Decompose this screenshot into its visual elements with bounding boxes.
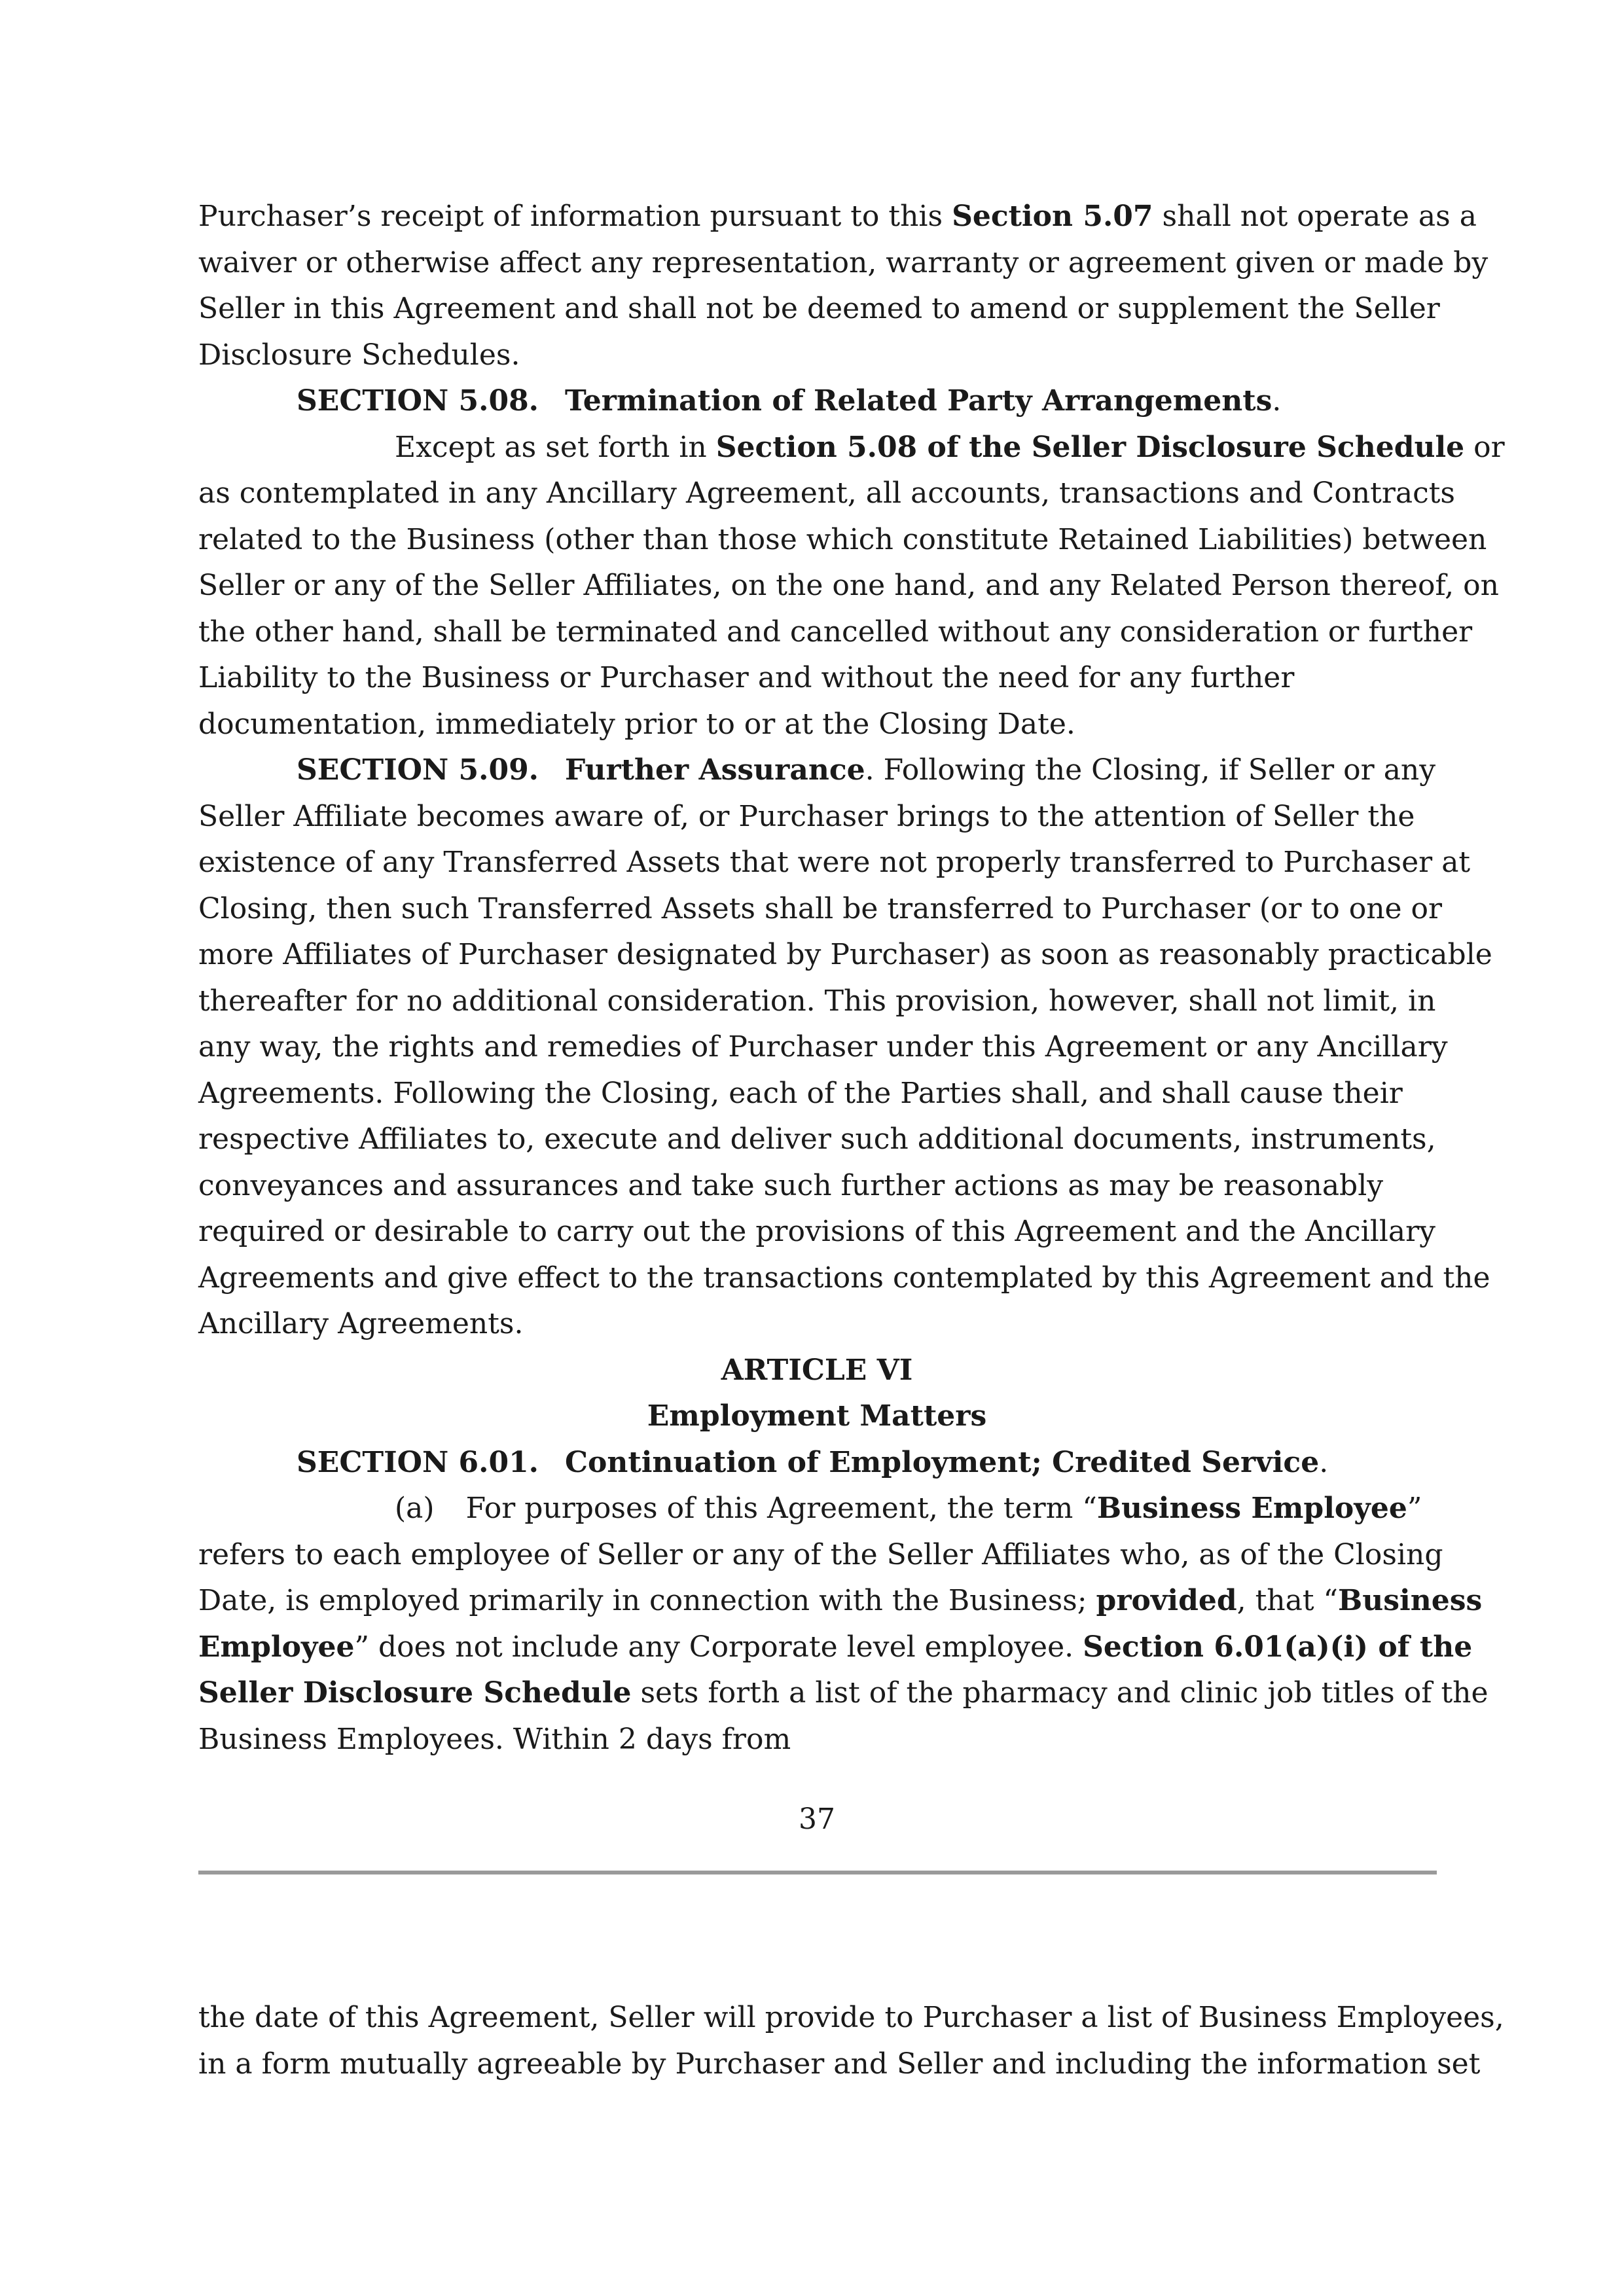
text-run: documentation, immediately prior to or at the Closing Date. xyxy=(198,707,1075,741)
text-run: related to the Business (other than those which constitute Retained Liabilities) between xyxy=(198,522,1487,556)
article-title: Employment Matters xyxy=(647,1399,987,1433)
text-line xyxy=(198,425,1505,471)
text-line xyxy=(198,1163,1435,1210)
subsection-label: (a) xyxy=(395,1492,435,1525)
section-601 xyxy=(198,1440,1489,1763)
section-title: Termination of Related Party Arrangements xyxy=(565,384,1272,418)
text-run: waiver or otherwise affect any representation, warranty or agreement given or made by xyxy=(198,245,1489,279)
page-body-top xyxy=(198,194,1505,1763)
text-run: Disclosure Schedules. xyxy=(198,338,520,372)
text-run: shall not operate as a xyxy=(1153,200,1477,233)
bold-text-run: provided xyxy=(1096,1584,1237,1617)
section-heading xyxy=(198,747,1435,794)
text-line xyxy=(198,286,1440,332)
text-run: Liability to the Business or Purchaser and without the need for any further xyxy=(198,661,1295,694)
page-body-bottom xyxy=(198,1995,1504,2087)
section-heading xyxy=(198,1440,1435,1486)
text-run: the date of this Agreement, Seller will provide to Purchaser a list of Business Employees, xyxy=(198,2001,1504,2034)
text-run: more Affiliates of Purchaser designated by Purchaser) as soon as reasonably practicable xyxy=(198,938,1492,971)
text-run: respective Affiliates to, execute and deliver such additional documents, instruments, xyxy=(198,1122,1436,1156)
section-title: Continuation of Employment; Credited Service xyxy=(565,1445,1320,1479)
section-509 xyxy=(198,747,1492,1348)
section-number: SECTION 5.09. xyxy=(297,753,539,787)
text-run: Date, is employed primarily in connection with the Business; xyxy=(198,1584,1096,1617)
text-line xyxy=(198,1071,1435,1117)
text-run: thereafter for no additional consideration. This provision, however, shall not limit, in xyxy=(198,984,1436,1018)
text-line xyxy=(198,932,1492,978)
subsection-first-line xyxy=(198,1486,1435,1532)
text-line xyxy=(198,563,1499,609)
section-508 xyxy=(198,378,1505,747)
text-run: existence of any Transferred Assets that were not properly transferred to Purchaser at xyxy=(198,846,1471,879)
text-run: Ancillary Agreements. xyxy=(198,1307,524,1340)
text-line xyxy=(198,1995,1504,2041)
text-line xyxy=(198,655,1435,702)
text-run: Seller in this Agreement and shall not be deemed to amend or supplement the Seller xyxy=(198,292,1440,325)
text-run: Business Employees. Within 2 days from xyxy=(198,1722,791,1756)
text-run: in a form mutually agreeable by Purchaser and Seller and including the information set xyxy=(198,2047,1481,2081)
text-run: Agreements and give effect to the transactions contemplated by this Agreement and the xyxy=(198,1261,1490,1295)
text-line xyxy=(198,471,1455,517)
section-heading xyxy=(198,378,1435,425)
text-line xyxy=(198,517,1487,564)
text-run: refers to each employee of Seller or any of the Seller Affiliates who, as of the Closing xyxy=(198,1537,1443,1571)
section-number: SECTION 6.01. xyxy=(297,1445,539,1479)
text-run: Closing, then such Transferred Assets shall be transferred to Purchaser (or to one or xyxy=(198,891,1443,925)
heading-text: . Following the Closing, if Seller or any xyxy=(865,753,1436,787)
text-run: the other hand, shall be terminated and cancelled without any consideration or further xyxy=(198,615,1473,649)
text-line xyxy=(198,609,1473,656)
text-line xyxy=(466,1492,1422,1525)
text-run: conveyances and assurances and take such further actions as may be reasonably xyxy=(198,1168,1384,1202)
text-run: or xyxy=(1464,430,1505,464)
heading-period: . xyxy=(1272,384,1282,418)
text-run: as contemplated in any Ancillary Agreement, all accounts, transactions and Contracts xyxy=(198,476,1455,510)
text-line xyxy=(198,702,1435,748)
text-line xyxy=(198,794,1435,840)
text-run: Seller or any of the Seller Affiliates, on the one hand, and any Related Person thereof, on xyxy=(198,569,1499,602)
text-line xyxy=(198,1670,1489,1717)
text-line xyxy=(198,1717,1435,1763)
text-run: Seller Affiliate becomes aware of, or Purchaser brings to the attention of Seller the xyxy=(198,799,1415,833)
text-line xyxy=(198,886,1443,933)
paragraph-section-507-continuation xyxy=(198,194,1489,378)
text-run: sets forth a list of the pharmacy and clinic job titles of the xyxy=(631,1676,1489,1710)
text-line xyxy=(198,1624,1473,1671)
bold-text-run: Business xyxy=(1338,1584,1483,1617)
text-line xyxy=(198,1532,1443,1579)
text-line xyxy=(198,1117,1435,1163)
bold-text-run: Business Employee xyxy=(1096,1492,1407,1525)
text-line xyxy=(198,1301,1435,1348)
text-line xyxy=(198,194,1477,240)
bold-text-run: Section 6.01(a)(i) of the xyxy=(1083,1630,1473,1664)
text-run: ” xyxy=(1407,1492,1422,1525)
bold-text-run: Section 5.07 xyxy=(952,200,1153,233)
text-run: Agreements. Following the Closing, each of the Parties shall, and shall cause their xyxy=(198,1076,1403,1110)
text-run: required or desirable to carry out the provisions of this Agreement and the Ancillary xyxy=(198,1215,1436,1248)
text-line xyxy=(198,978,1435,1025)
article-heading xyxy=(198,1348,1435,1440)
text-line xyxy=(198,1578,1483,1624)
heading-period: . xyxy=(1319,1445,1329,1479)
page-number: 37 xyxy=(799,1803,835,1836)
bold-text-run: Seller Disclosure Schedule xyxy=(198,1676,632,1710)
text-run: Except as set forth in xyxy=(395,430,716,464)
bold-text-run: Section 5.08 of the Seller Disclosure Schedule xyxy=(715,430,1465,464)
text-run: , that “ xyxy=(1236,1584,1339,1617)
section-number: SECTION 5.08. xyxy=(297,384,539,418)
text-run: Purchaser’s receipt of information pursuant to this xyxy=(198,200,952,233)
text-line xyxy=(198,332,1435,379)
section-title: Further Assurance xyxy=(565,753,865,787)
text-line xyxy=(198,2041,1481,2088)
page-break-divider xyxy=(198,1871,1437,1874)
article-number: ARTICLE VI xyxy=(721,1353,913,1387)
text-line xyxy=(198,840,1471,886)
text-line xyxy=(198,240,1489,287)
text-run: For purposes of this Agreement, the term “ xyxy=(465,1492,1097,1525)
bold-text-run: Employee xyxy=(198,1630,355,1664)
text-line xyxy=(198,1255,1490,1302)
text-line xyxy=(198,1209,1435,1255)
text-run: any way, the rights and remedies of Purchaser under this Agreement or any Ancillary xyxy=(198,1030,1448,1064)
text-line xyxy=(198,1024,1448,1071)
text-run: ” does not include any Corporate level employee. xyxy=(354,1630,1083,1664)
